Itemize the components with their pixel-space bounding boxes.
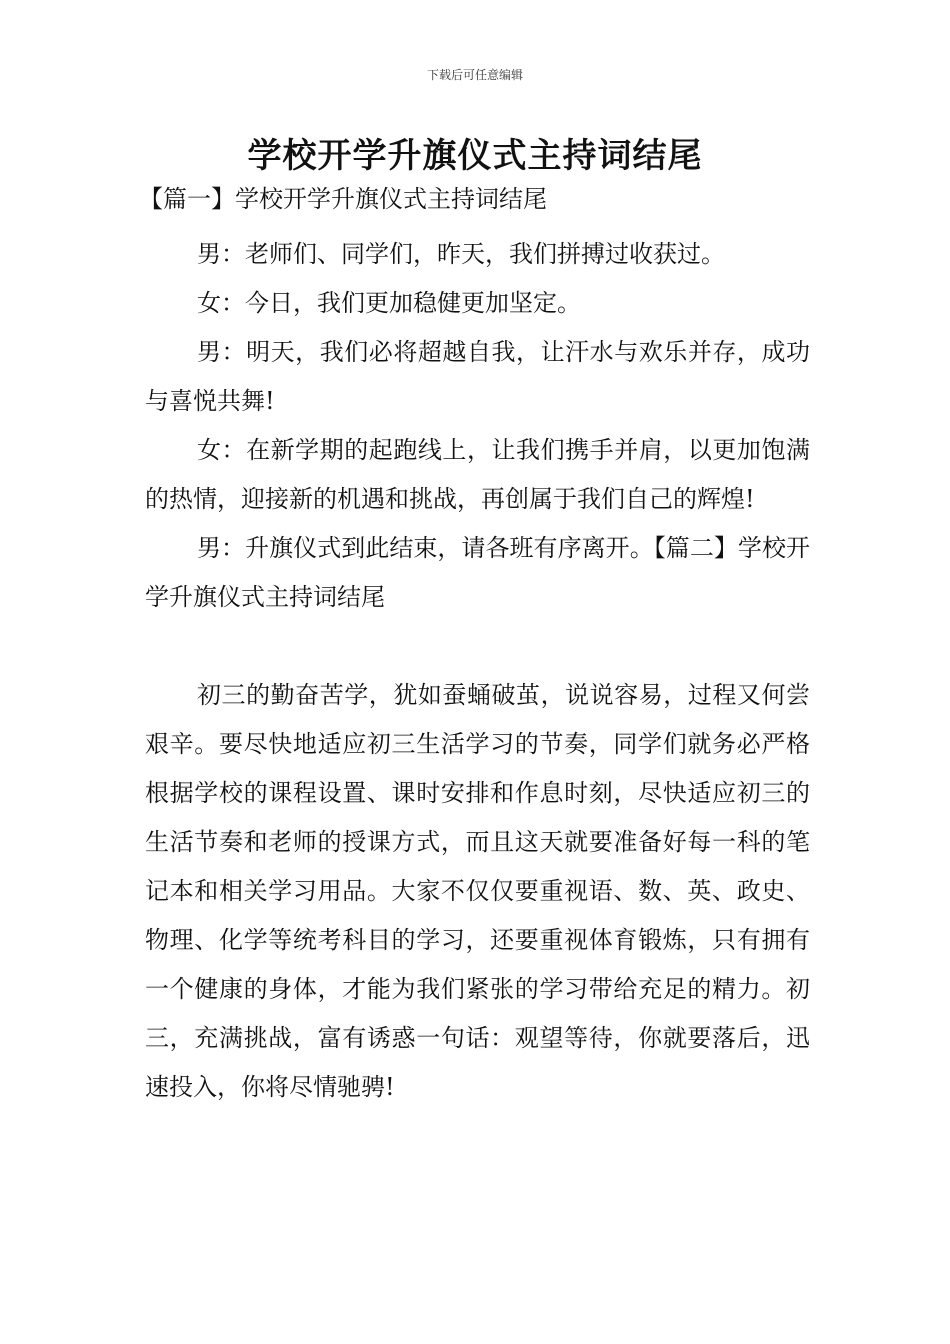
paragraph-2: 女：今日，我们更加稳健更加坚定。 — [197, 289, 581, 317]
document-title: 学校开学升旗仪式主持词结尾 — [247, 136, 703, 176]
document-body — [139, 180, 810, 1112]
paragraph-6: 初三的勤奋苦学，犹如蚕蛹破茧，说说容易，过程又何尝艰辛。要尽快地适应初三生活学习的节奏，同学们就务必严格根据学校的课程设置、课时安排和作息时刻，尽快适应初三的生活节奏和老师的授课方式，而且这天就要准备好每一科的笔记本和相关学习用品。大家不仅仅要重视语、数、英、政史、物理、化学等统考科目的学习，还要重视体育锻炼，只有拥有一个健康的身体，才能为我们紧张的学习带给充足的精力。初三，充满挑战，富有诱惑一句话：观望等待，你就要落后，迅速投入，你将尽情驰骋! — [145, 681, 810, 1101]
paragraph-4: 女：在新学期的起跑线上，让我们携手并肩，以更加饱满的热情，迎接新的机遇和挑战，再创属于我们自己的辉煌! — [145, 436, 810, 513]
blank-line — [145, 622, 810, 671]
header-note: 下载后可任意编辑 — [426, 68, 523, 82]
paragraph-1: 男：老师们、同学们，昨天，我们拼搏过收获过。 — [197, 240, 725, 268]
paragraph-5: 男：升旗仪式到此结束，请各班有序离开。【篇二】学校开学升旗仪式主持词结尾 — [145, 534, 810, 611]
section-heading-1: 【篇一】学校开学升旗仪式主持词结尾 — [139, 185, 547, 213]
paragraph-3: 男：明天，我们必将超越自我，让汗水与欢乐并存，成功与喜悦共舞! — [145, 338, 810, 415]
